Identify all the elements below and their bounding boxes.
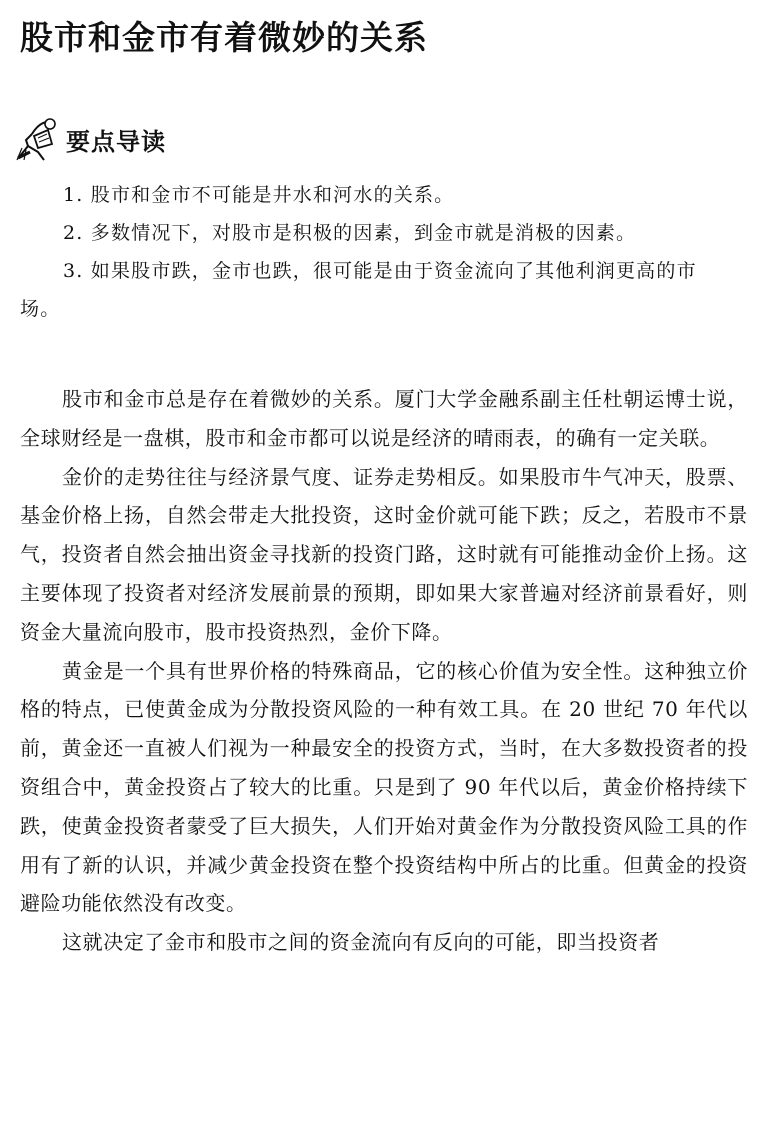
- article-body: [20, 380, 748, 962]
- key-points-heading: 要点导读: [66, 127, 166, 156]
- paragraph-4: 这就决定了金市和股市之间的资金流向有反向的可能，即当投资者: [62, 930, 660, 955]
- key-point-1: 1. 股市和金市不可能是井水和河水的关系。: [63, 184, 455, 206]
- reading-figure-icon: [14, 116, 64, 162]
- paragraph-2: 金价的走势往往与经济景气度、证券走势相反。如果股市牛气冲天，股票、基金价格上扬，自然会带走大批投资，这时金价就可能下跌；反之，若股市不景气，投资者自然会抽出资金寻找新的投资门路，这时就有可能推动金价上扬。这主要体现了投资者对经济发展前景的预期，即如果大家普遍对经济前景看好，则资金大量流向股市，股市投资热烈，金价下降。: [20, 464, 748, 644]
- key-points-list: [20, 176, 736, 328]
- key-point-3: 3. 如果股市跌，金市也跌，很可能是由于资金流向了其他利润更高的市场。: [20, 260, 697, 320]
- page-title: 股市和金市有着微妙的关系: [20, 18, 428, 57]
- paragraph-3: 黄金是一个具有世界价格的特殊商品，它的核心价值为安全性。这种独立价格的特点，已使黄金成为分散投资风险的一种有效工具。在 20 世纪 70 年代以前，黄金还一直被人们视为一种最安全的投资方式，当时，在大多数投资者的投资组合中，黄金投资占了较大的比重。只是到了 90 年代以后，黄金价格持续下跌，使黄金投资者蒙受了巨大损失，人们开始对黄金作为分散投资风险工具的作用有了新的认识，并减少黄金投资在整个投资结构中所占的比重。但黄金的投资避险功能依然没有改变。: [20, 658, 748, 916]
- paragraph-1: 股市和金市总是存在着微妙的关系。厦门大学金融系副主任杜朝运博士说，全球财经是一盘棋，股市和金市都可以说是经济的晴雨表，的确有一定关联。: [20, 387, 748, 450]
- key-points-header: [14, 116, 166, 162]
- key-point-2: 2. 多数情况下，对股市是积极的因素，到金市就是消极的因素。: [63, 222, 637, 244]
